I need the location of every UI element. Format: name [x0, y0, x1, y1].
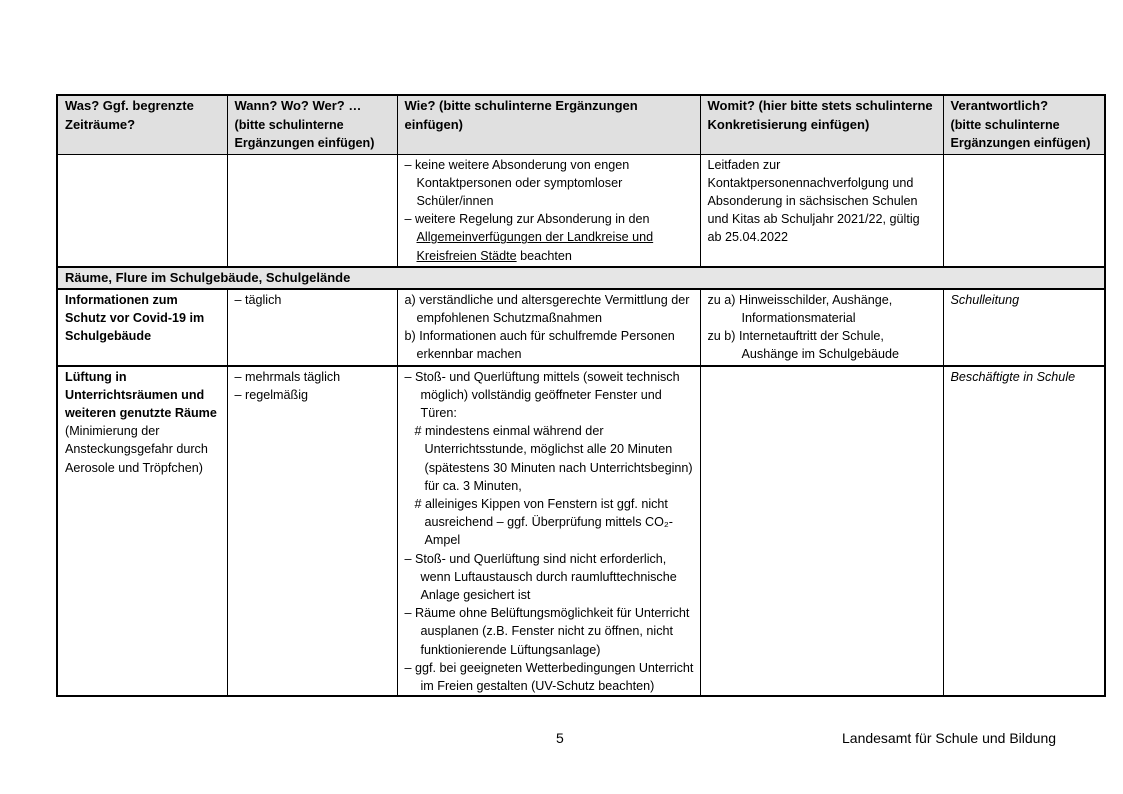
cell-womit [700, 366, 943, 697]
cell-verantwortlich [943, 154, 1105, 267]
cell-wie [397, 154, 700, 267]
table-row [57, 366, 1105, 697]
sub-list-item: # mindestens einmal während der Unterrichtsstunde, möglichst alle 20 Minuten (spätestens 30 Minuten nach Unterrichtsbeginn) für ca. 3 Minuten, [414, 424, 693, 493]
cell-was: Informationen zum Schutz vor Covid-19 im Schulgebäude [57, 289, 227, 366]
cell-wann [227, 154, 397, 267]
list-item: a) verständliche und altersgerechte Vermittlung der empfohlenen Schutzmaßnahmen [404, 292, 690, 325]
cell-was: Lüftung in Unterrichtsräumen und weiteren genutzte Räume (Minimierung der Ansteckungsgefahr durch Aerosole und Tröpfchen) [57, 366, 227, 697]
list-item: zu b) Internetauftritt der Schule, [707, 329, 884, 344]
header-row [57, 95, 1105, 154]
header-verantwortlich: Verantwortlich? (bitte schulinterne Ergänzungen einfügen) [943, 95, 1105, 154]
list-item: – ggf. bei geeigneten Wetterbedingungen Unterricht im Freien gestalten (UV-Schutz beachten) [404, 660, 694, 693]
list-item: b) Informationen auch für schulfremde Personen erkennbar machen [404, 329, 675, 362]
page-number: 5 [556, 730, 564, 746]
header-wann: Wann? Wo? Wer? … (bitte schulinterne Ergänzungen einfügen) [227, 95, 397, 154]
cell-wann [227, 366, 397, 697]
list-item: – mehrmals täglich [234, 369, 341, 384]
cell-womit: Leitfaden zur Kontaktpersonennachverfolgung und Absonderung in sächsischen Schulen und Kitas ab Schuljahr 2021/22, gültig ab 25.04.2022 [700, 154, 943, 267]
section-title: Räume, Flure im Schulgebäude, Schulgelände [57, 267, 1105, 289]
header-wie: Wie? (bitte schulinterne Ergänzungen einfügen) [397, 95, 700, 154]
list-item: – keine weitere Absonderung von engen Kontaktpersonen oder symptomloser Schüler/innen [404, 157, 630, 208]
cell-womit [700, 289, 943, 366]
cell-was [57, 154, 227, 267]
header-was: Was? Ggf. begrenzte Zeiträume? [57, 95, 227, 154]
cell-wie [397, 366, 700, 697]
sub-list-item: # alleiniges Kippen von Fenstern ist ggf. nicht ausreichend – ggf. Überprüfung mittels CO₂-Ampel [414, 496, 673, 548]
list-item: – Stoß- und Querlüftung sind nicht erforderlich, wenn Luftaustausch durch raumlufttechnische Anlage gesichert ist [404, 551, 677, 602]
header-verantwortlich-sub: (bitte schulinterne Ergänzungen einfügen) [950, 117, 1091, 150]
measures-table [56, 94, 1106, 697]
list-item-cont: Informationsmaterial [741, 310, 856, 325]
list-item: zu a) Hinweisschilder, Aushänge, [707, 292, 893, 307]
cell-wie [397, 289, 700, 366]
footer-organization: Landesamt für Schule und Bildung [842, 730, 1057, 746]
cell-wann: – täglich [227, 289, 397, 366]
cell-verantwortlich: Schulleitung [943, 289, 1105, 366]
list-item: – regelmäßig [234, 387, 308, 402]
header-wann-sub: (bitte schulinterne Ergänzungen einfügen) [234, 117, 375, 150]
header-womit: Womit? (hier bitte stets schulinterne Konkretisierung einfügen) [700, 95, 943, 154]
allgemeinverfuegungen-link[interactable]: Allgemeinverfügungen der Landkreise und Kreisfreien Städte [416, 230, 654, 263]
list-item: – Räume ohne Belüftungsmöglichkeit für Unterricht ausplanen (z.B. Fenster nicht zu öffnen, nicht funktionierende Lüftungsanlage) [404, 606, 690, 657]
list-item: – weitere Regelung zur Absonderung in den Allgemeinverfügungen der Landkreise und Kreisfreien Städte beachten [404, 212, 654, 263]
section-row [57, 267, 1105, 289]
table-row [57, 289, 1105, 366]
list-item-cont: Aushänge im Schulgebäude [741, 347, 900, 362]
list-item: – Stoß- und Querlüftung mittels (soweit technisch möglich) vollständig geöffneter Fenster und Türen: [404, 369, 680, 420]
table-row [57, 154, 1105, 267]
cell-verantwortlich: Beschäftigte in Schule [943, 366, 1105, 697]
